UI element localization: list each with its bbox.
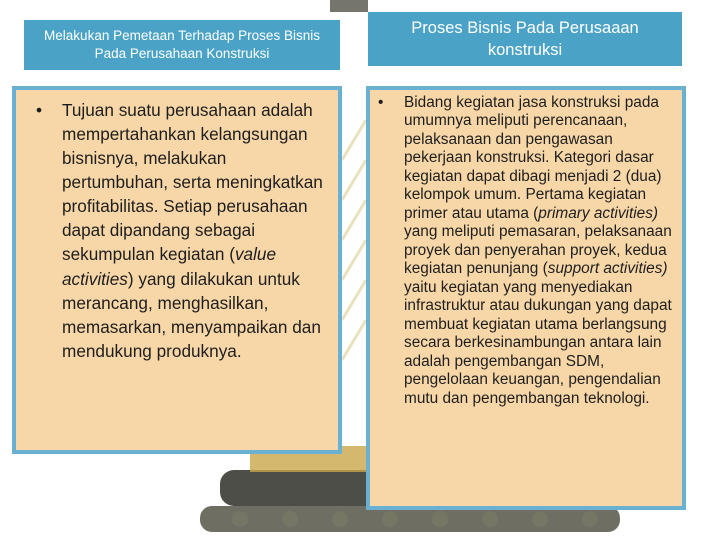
right-paragraph bbox=[404, 94, 676, 408]
paragraph-segment-italic: primary activities) bbox=[538, 204, 659, 222]
left-section-title-text: Melakukan Pemetaan Terhadap Proses Bisnis Pada Perusahaan Konstruksi bbox=[44, 27, 320, 61]
paragraph-segment: Tujuan suatu perusahaan adalah mempertahankan kelangsungan bisnisnya, melakukan pertumbuhan, serta meningkatkan profitabilitas. Setiap perusahaan dapat dipandang sebagai sekumpulan kegiatan ( bbox=[62, 100, 323, 265]
paragraph-segment: yaitu kegiatan yang menyediakan infrastruktur atau dukungan yang dapat membuat kegiatan utama berlangsung secara berkesinambungan antara lain adalah pengembangan SDM, pengelolaan keuangan, pengendalian mutu dan pengembangan teknologi. bbox=[404, 278, 672, 407]
bullet-marker: • bbox=[36, 100, 43, 120]
right-section-title bbox=[368, 12, 682, 66]
left-content-panel bbox=[12, 86, 342, 454]
right-content-panel bbox=[366, 86, 686, 510]
left-bullet-item bbox=[36, 98, 326, 363]
paragraph-segment: yang meliputi pemasaran, pelaksanaan proyek dan penyerahan proyek, kedua kegiatan penunjang ( bbox=[404, 223, 672, 278]
paragraph-segment-italic: value activities bbox=[62, 244, 277, 289]
paragraph-segment: Bidang kegiatan jasa konstruksi pada umumnya meliputi perencanaan, pelaksanaan dan pengawasan pekerjaan konstruksi. Kategori dasar kegiatan dapat dibagi menjadi 2 (dua) kelompok umum. Pertama kegiatan primer atau utama ( bbox=[404, 94, 662, 222]
paragraph-segment: ) yang dilakukan untuk merancang, menghasilkan, memasarkan, menyampaikan dan mendukung produknya. bbox=[62, 268, 321, 361]
left-section-title bbox=[24, 20, 340, 70]
paragraph-segment-italic: support activities) bbox=[547, 260, 668, 278]
bullet-marker: • bbox=[378, 94, 384, 111]
left-paragraph bbox=[62, 98, 326, 363]
right-bullet-item bbox=[378, 94, 676, 408]
right-section-title-text: Proses Bisnis Pada Perusaaan konstruksi bbox=[411, 18, 639, 59]
